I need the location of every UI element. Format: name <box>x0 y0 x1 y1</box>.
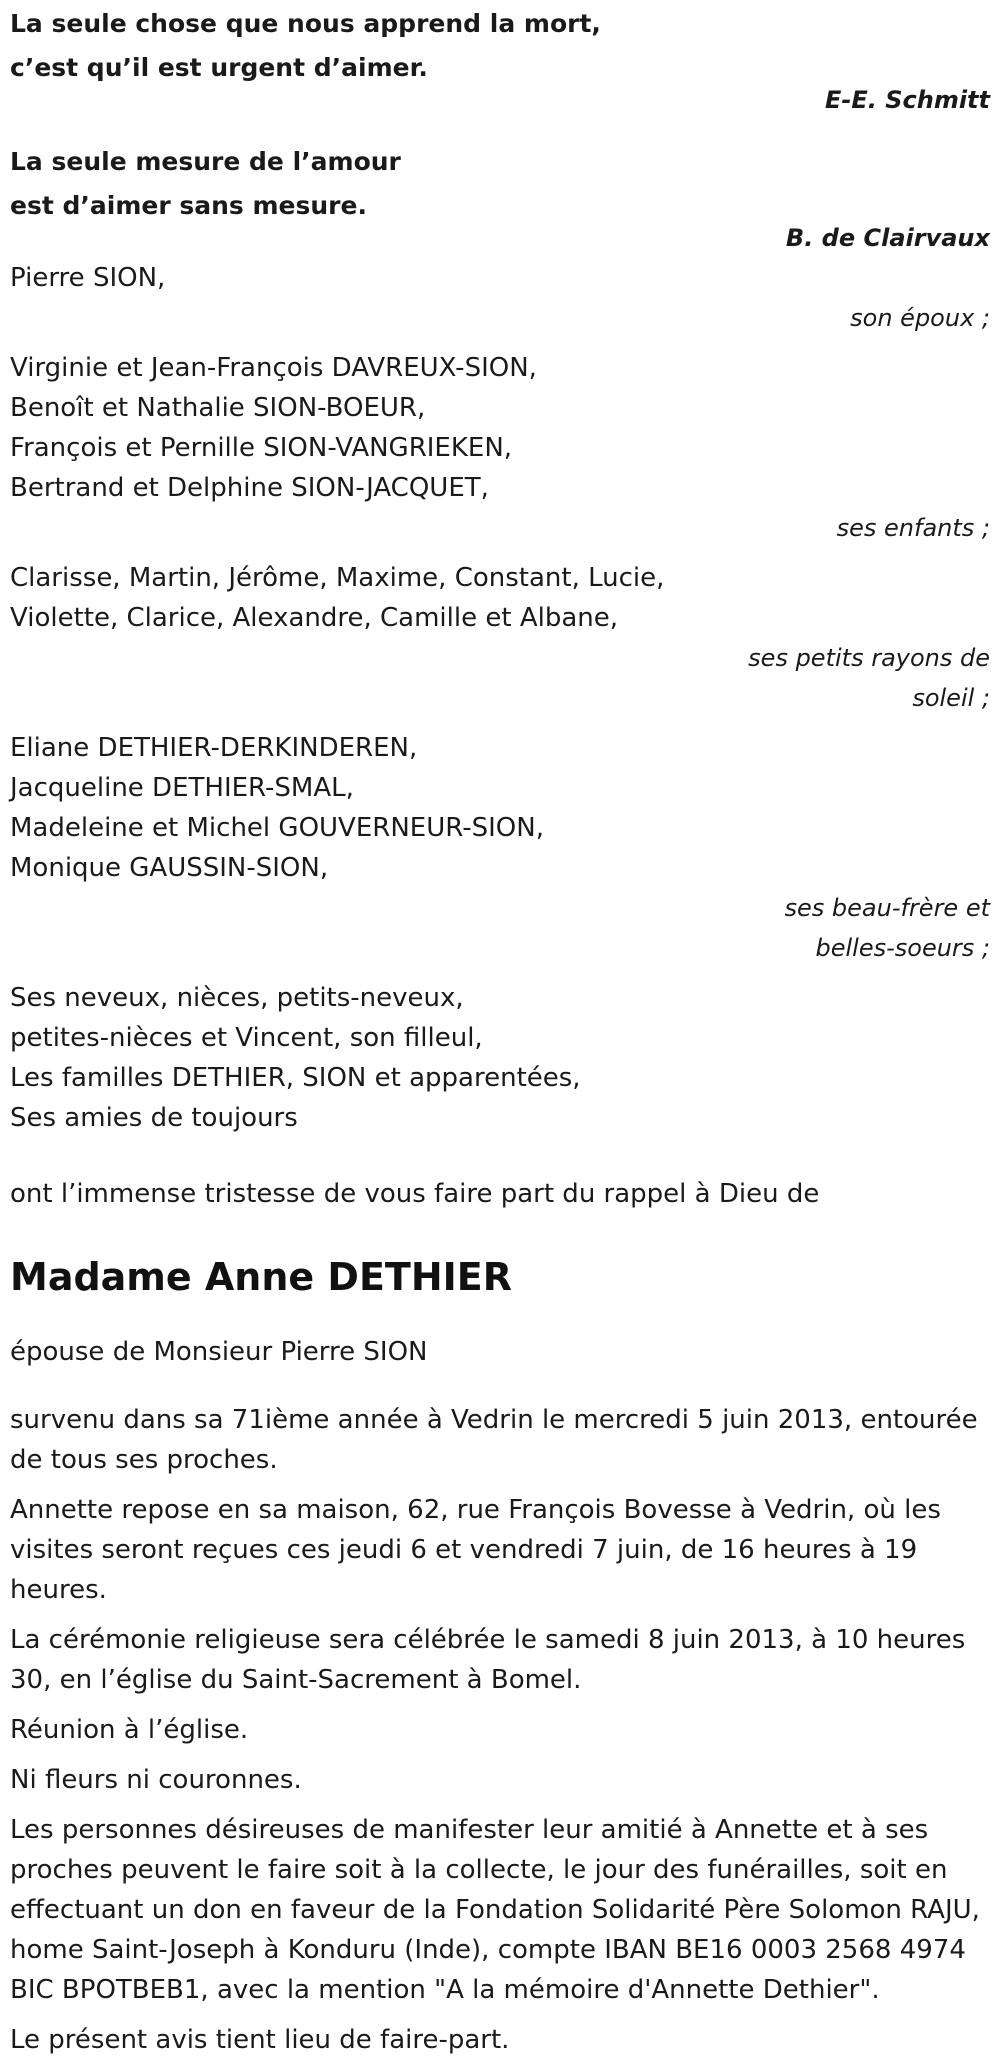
spouse-group <box>10 258 990 338</box>
family-name-line: Bertrand et Delphine SION-JACQUET, <box>10 473 489 503</box>
family-role: son époux ; <box>850 304 990 332</box>
family-name-line: Virginie et Jean-François DAVREUX-SION, <box>10 353 537 383</box>
inlaws-group <box>10 728 990 968</box>
family-name-line: Benoît et Nathalie SION-BOEUR, <box>10 393 426 423</box>
family-role: ses beau-frère et <box>784 894 990 922</box>
family-name-line: Ses neveux, nièces, petits-neveux, <box>10 983 464 1013</box>
spouse-line: épouse de Monsieur Pierre SION <box>10 1337 428 1367</box>
family-role: ses enfants ; <box>836 514 990 542</box>
quote-author: B. de Clairvaux <box>785 224 990 252</box>
family-name-line: Madeleine et Michel GOUVERNEUR-SION, <box>10 813 544 843</box>
detail-paragraph: Le présent avis tient lieu de faire-part. <box>10 2025 510 2055</box>
announcement: ont l’immense tristesse de vous faire part du rappel à Dieu de <box>10 1179 820 1209</box>
detail-paragraph: Ni fleurs ni couronnes. <box>10 1765 302 1795</box>
family-role: soleil ; <box>912 684 990 712</box>
family-name-line: Jacqueline DETHIER-SMAL, <box>10 773 354 803</box>
detail-paragraph: Les personnes désireuses de manifester leur amitié à Annette et à ses proches peuvent le faire soit à la collecte, le jour des funérailles, soit en effectuant un don en faveur de la Fondation Solidarité Père Solomon RAJU, home Saint-Joseph à Konduru (Inde), compte IBAN BE16 0003 2568 4974 BIC BPOTBEB1, avec la mention "A la mémoire d'Annette Dethier". <box>10 1815 980 2005</box>
grandchildren-group <box>10 558 990 718</box>
family-name-line: petites-nièces et Vincent, son filleul, <box>10 1023 483 1053</box>
quote-schmitt <box>10 0 990 120</box>
detail-paragraph: Réunion à l’église. <box>10 1715 249 1745</box>
family-name-line: François et Pernille SION-VANGRIEKEN, <box>10 433 513 463</box>
family-name-line: Clarisse, Martin, Jérôme, Maxime, Constant, Lucie, <box>10 563 665 593</box>
deceased-name: Madame Anne DETHIER <box>10 1255 512 1299</box>
children-group <box>10 348 990 548</box>
family-name-line: Monique GAUSSIN-SION, <box>10 853 329 883</box>
family-role: belles-soeurs ; <box>815 934 990 962</box>
details <box>10 1400 990 2060</box>
family-name-line: Eliane DETHIER-DERKINDEREN, <box>10 733 418 763</box>
family-name-line: Ses amies de toujours <box>10 1103 298 1133</box>
quote-line: La seule chose que nous apprend la mort, <box>10 9 601 38</box>
family-role: ses petits rayons de <box>748 644 990 672</box>
detail-paragraph: Annette repose en sa maison, 62, rue François Bovesse à Vedrin, où les visites seront reçues ces jeudi 6 et vendredi 7 juin, de 16 heures à 19 heures. <box>10 1495 941 1605</box>
quote-line: est d’aimer sans mesure. <box>10 191 367 220</box>
quote-line: c’est qu’il est urgent d’aimer. <box>10 53 428 82</box>
quote-clairvaux <box>10 138 990 258</box>
family-name-line: Violette, Clarice, Alexandre, Camille et Albane, <box>10 603 619 633</box>
detail-paragraph: La cérémonie religieuse sera célébrée le samedi 8 juin 2013, à 10 heures 30, en l’église du Saint-Sacrement à Bomel. <box>10 1625 966 1695</box>
quote-author: E-E. Schmitt <box>825 86 990 114</box>
detail-paragraph: survenu dans sa 71ième année à Vedrin le mercredi 5 juin 2013, entourée de tous ses proches. <box>10 1405 978 1475</box>
others-group <box>10 978 990 1138</box>
family-name-line: Les familles DETHIER, SION et apparentées, <box>10 1063 581 1093</box>
family-name-line: Pierre SION, <box>10 263 166 293</box>
quote-line: La seule mesure de l’amour <box>10 147 401 176</box>
